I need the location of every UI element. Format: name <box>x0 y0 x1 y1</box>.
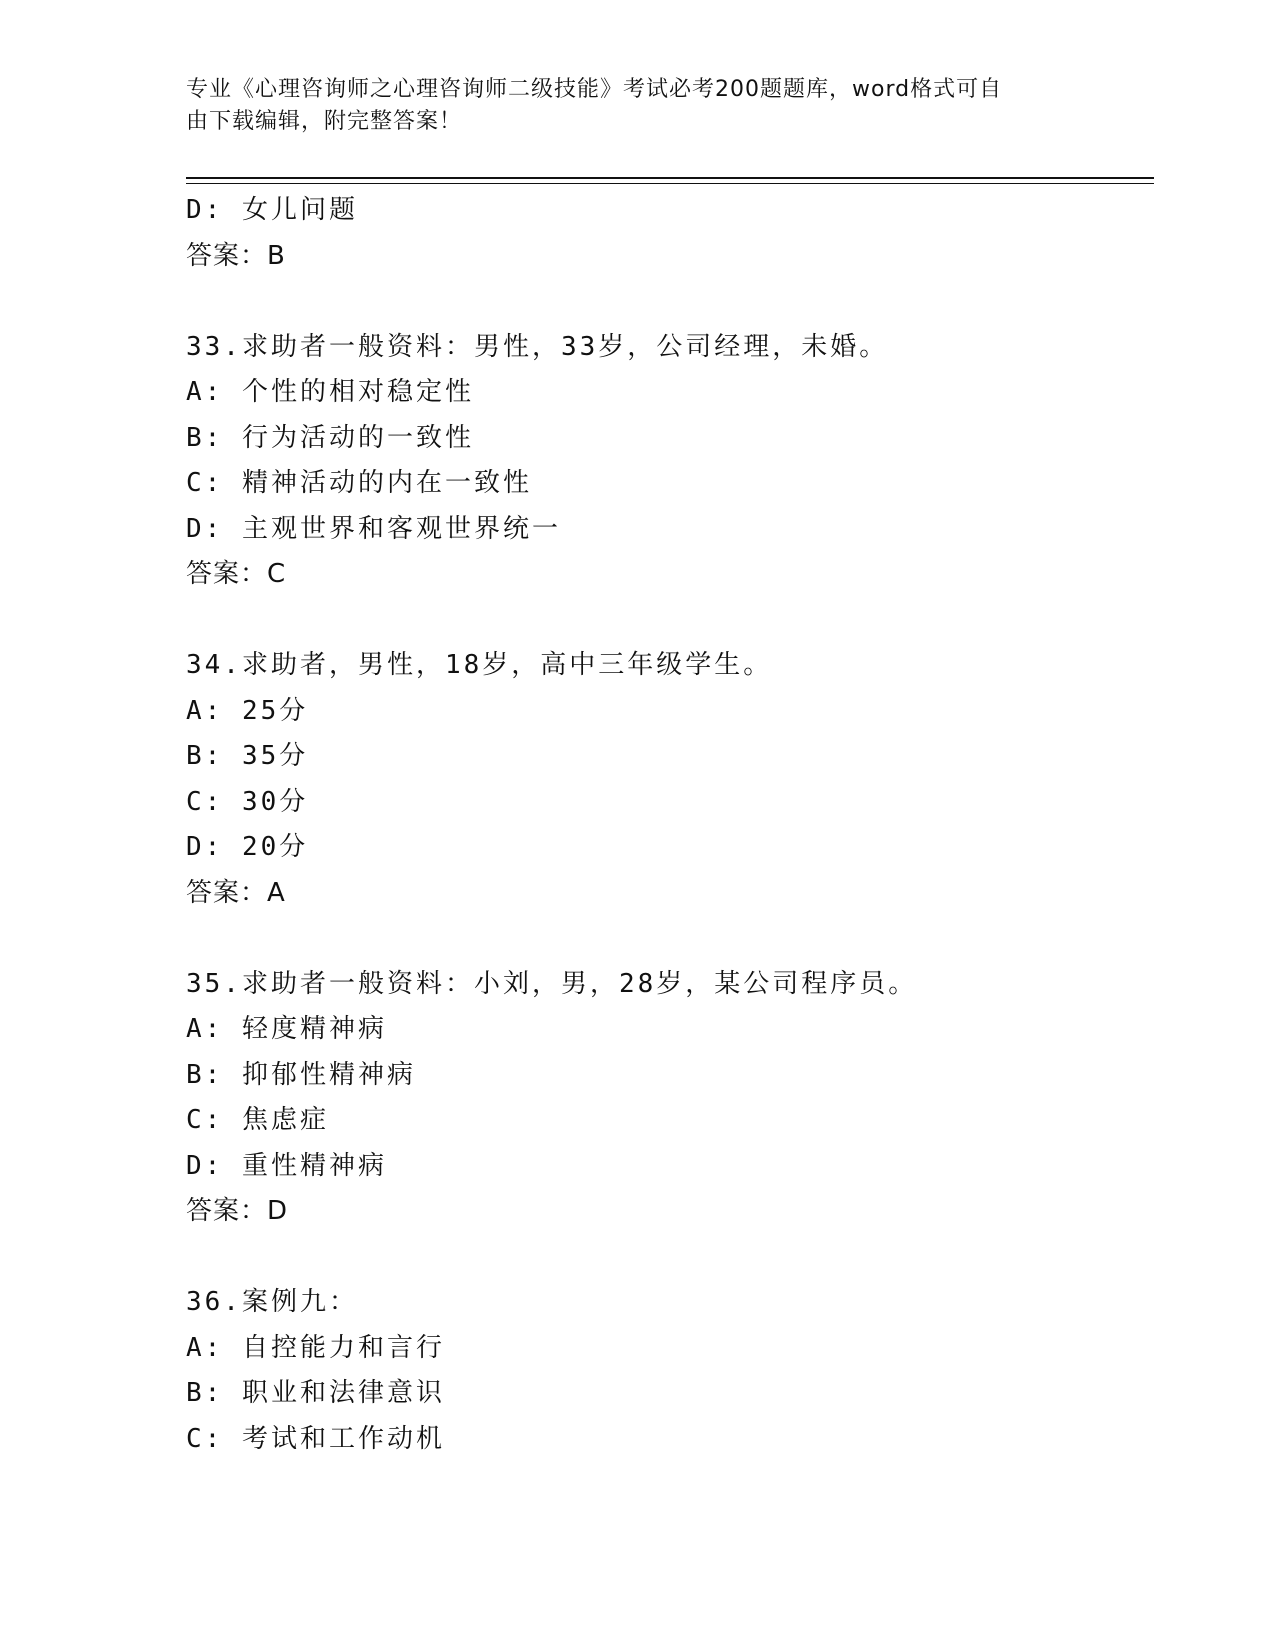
spacer <box>186 916 1154 962</box>
option-text: D: 重性精神病 <box>186 1150 387 1181</box>
question-text: 33.求助者一般资料：男性，33岁，公司经理，未婚。 <box>186 331 889 362</box>
option-text: A: 个性的相对稳定性 <box>186 377 474 407</box>
option-text: A: 25分 <box>186 695 309 726</box>
question-text: 36.案例九： <box>186 1287 358 1317</box>
option-text: B: 35分 <box>186 741 309 771</box>
option-text: A: 轻度精神病 <box>186 1014 387 1044</box>
option-text: B: 抑郁性精神病 <box>186 1059 416 1090</box>
option-text: D: 主观世界和客观世界统一 <box>186 513 561 544</box>
header-rule-thin <box>186 183 1154 184</box>
option-text: B: 行为活动的一致性 <box>186 422 474 453</box>
option-text: D: 20分 <box>186 832 309 862</box>
header-rule-thick <box>186 177 1154 179</box>
header-line-1: 专业《心理咨询师之心理咨询师二级技能》考试必考200题题库，word格式可自 <box>186 77 1003 102</box>
spacer <box>186 1235 1154 1281</box>
question-text: 35.求助者一般资料：小刘，男，28岁，某公司程序员。 <box>186 968 918 999</box>
question-list <box>186 188 1154 1462</box>
answer-text: 答案：D <box>186 1196 289 1226</box>
option-text: C: 焦虑症 <box>186 1105 329 1135</box>
option-text: C: 精神活动的内在一致性 <box>186 468 532 498</box>
spacer <box>186 279 1154 325</box>
option-text: D: 女儿问题 <box>186 195 358 225</box>
option-text: A: 自控能力和言行 <box>186 1332 445 1363</box>
header-line-2: 由下载编辑，附完整答案！ <box>186 109 463 134</box>
option-text: C: 考试和工作动机 <box>186 1423 445 1454</box>
question-text: 34.求助者，男性，18岁，高中三年级学生。 <box>186 650 773 680</box>
answer-text: 答案：B <box>186 240 286 271</box>
option-text: C: 30分 <box>186 786 309 817</box>
option-text: B: 职业和法律意识 <box>186 1378 445 1408</box>
document-header <box>186 74 1066 138</box>
spacer <box>186 598 1154 644</box>
answer-text: 答案：A <box>186 877 286 908</box>
answer-text: 答案：C <box>186 559 287 589</box>
